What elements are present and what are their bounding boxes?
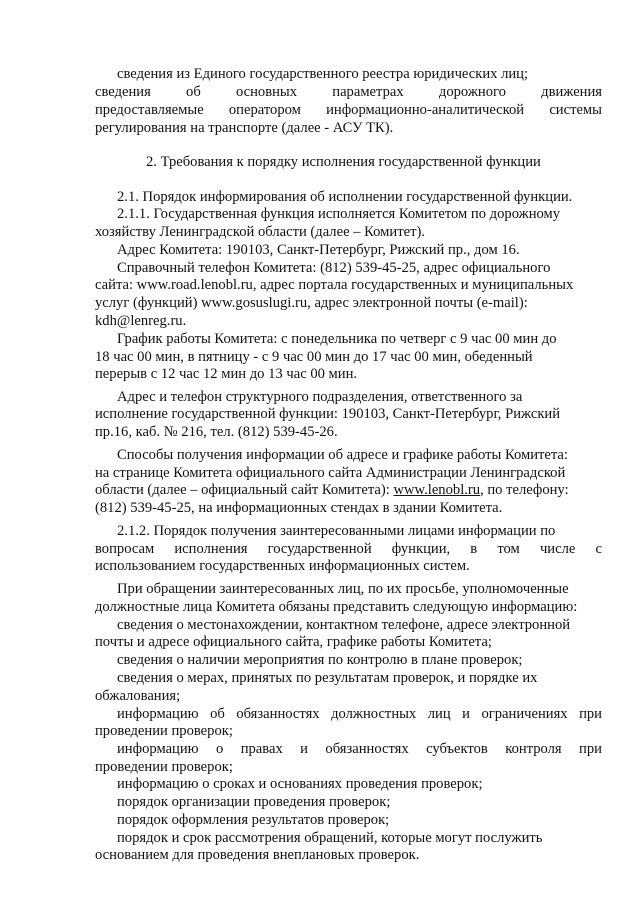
word: движения	[541, 84, 602, 100]
word: информацию	[117, 706, 199, 722]
text-line: на странице Комитета официального сайта Администрации Ленинградской	[95, 465, 566, 481]
text-line: (812) 539-45-25, на информационных стендах в здании Комитета.	[95, 500, 503, 516]
text-line: хозяйству Ленинградской области (далее – Комитет).	[95, 224, 425, 240]
text-line: должностные лица Комитета обязаны представить следующую информацию:	[95, 599, 578, 615]
list-item: основанием для проведения внеплановых проверок.	[95, 847, 420, 863]
list-item: проведении проверок;	[95, 723, 233, 739]
text-line: услуг (функций) www.gosuslugi.ru, адрес электронной почты (e-mail):	[95, 295, 528, 311]
text-fragment: , по телефону:	[480, 482, 569, 498]
word: ограничениях	[481, 706, 568, 722]
word: предоставляемые	[95, 102, 204, 118]
word: числе	[539, 541, 576, 557]
word: дорожного	[438, 84, 506, 100]
text-line: Способы получения информации об адресе и графике работы Комитета:	[117, 447, 568, 463]
word: с	[595, 541, 602, 557]
word: при	[579, 706, 602, 722]
text-line: использованием государственных информационных систем.	[95, 558, 470, 574]
justified-line	[95, 541, 602, 558]
text-line: сведения из Единого государственного реестра юридических лиц;	[117, 66, 529, 82]
text-fragment: области (далее – официальный сайт Комитета):	[95, 482, 394, 498]
text-line: регулирования на транспорте (далее - АСУ ТК).	[95, 120, 394, 136]
word: и	[462, 706, 470, 722]
word: в	[470, 541, 478, 557]
text-line: kdh@lenreg.ru.	[95, 313, 187, 329]
text-line: 2.1.2. Порядок получения заинтересованными лицами информации по	[117, 523, 556, 539]
list-item: порядок организации проведения проверок;	[117, 794, 391, 810]
list-item: проведении проверок;	[95, 759, 233, 775]
website-link[interactable]: www.lenobl.ru	[393, 482, 481, 498]
text-line: Адрес и телефон структурного подразделения, ответственного за	[117, 389, 523, 405]
word: параметрах	[332, 84, 404, 100]
text-line: Справочный телефон Комитета: (812) 539-45-25, адрес официального	[117, 260, 551, 276]
word: системы	[549, 102, 602, 118]
word: вопросам	[95, 541, 155, 557]
word: контроля	[505, 741, 562, 757]
text-line: исполнение государственной функции: 190103, Санкт-Петербург, Рижский	[95, 406, 561, 422]
word: об	[210, 706, 225, 722]
list-item: обжалования;	[95, 688, 181, 704]
text-line: перерыв с 12 час 12 мин до 13 час 00 мин.	[95, 366, 358, 382]
word: при	[579, 741, 602, 757]
word: об	[186, 84, 201, 100]
section-title: 2. Требования к порядку исполнения государственной функции	[146, 154, 541, 170]
word: лиц	[427, 706, 451, 722]
text-line	[95, 482, 569, 499]
word: исполнения	[174, 541, 248, 557]
word: правах	[240, 741, 283, 757]
list-item: сведения о мерах, принятых по результатам проверок, и порядке их	[117, 670, 538, 686]
text-line: пр.16, каб. № 216, тел. (812) 539-45-26.	[95, 424, 338, 440]
word: и	[300, 741, 308, 757]
word: должностных	[331, 706, 417, 722]
word: информацию	[117, 741, 199, 757]
list-item: информацию о сроках и основаниях проведения проверок;	[117, 776, 483, 792]
justified-line	[95, 84, 602, 101]
word: сведения	[95, 84, 151, 100]
word: субъектов	[426, 741, 488, 757]
word: основных	[235, 84, 298, 100]
justified-line	[95, 102, 602, 119]
word: функции,	[391, 541, 451, 557]
word: обязанностях	[236, 706, 320, 722]
text-line: сайта: www.road.lenobl.ru, адрес портала государственных и муниципальных	[95, 277, 574, 293]
word: обязанностях	[325, 741, 409, 757]
list-item	[117, 706, 602, 723]
list-item: порядок оформления результатов проверок;	[117, 812, 390, 828]
word: том	[497, 541, 520, 557]
text-line: Адрес Комитета: 190103, Санкт-Петербург, Рижский пр., дом 16.	[117, 242, 520, 258]
word: оператором	[228, 102, 301, 118]
list-item: сведения о наличии мероприятия по контролю в плане проверок;	[117, 652, 523, 668]
list-item: почты и адресе официального сайта, графике работы Комитета;	[95, 634, 492, 650]
word: о	[216, 741, 224, 757]
list-item	[117, 741, 602, 758]
word: государственной	[267, 541, 372, 557]
word: информационно-аналитической	[326, 102, 525, 118]
text-line: 2.1. Порядок информирования об исполнении государственной функции.	[117, 189, 573, 205]
text-line: График работы Комитета: с понедельника по четверг с 9 час 00 мин до	[117, 331, 557, 347]
list-item: порядок и срок рассмотрения обращений, которые могут послужить	[117, 830, 543, 846]
text-line: При обращении заинтересованных лиц, по их просьбе, уполномоченные	[117, 581, 569, 597]
list-item: сведения о местонахождении, контактном телефоне, адресе электронной	[117, 617, 571, 633]
text-line: 2.1.1. Государственная функция исполняется Комитетом по дорожному	[117, 206, 561, 222]
text-line: 18 час 00 мин, в пятницу - с 9 час 00 мин до 17 час 00 мин, обеденный	[95, 349, 533, 365]
